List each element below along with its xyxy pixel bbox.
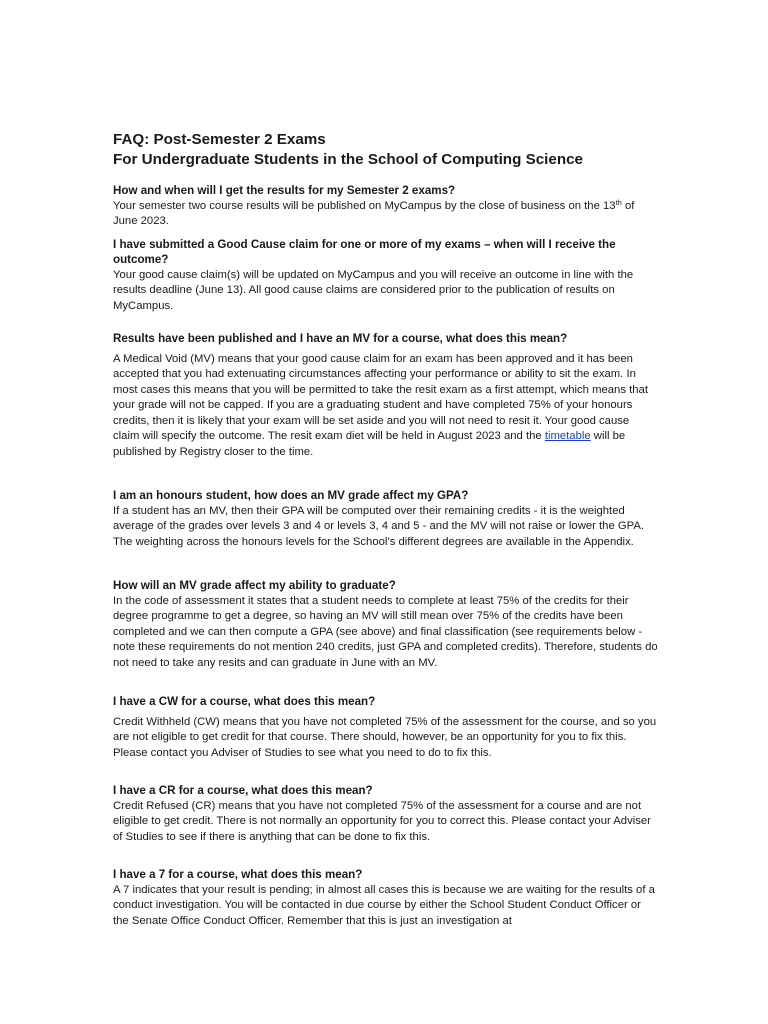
faq-question: Results have been published and I have an MV for a course, what does this mean? xyxy=(113,332,568,345)
faq-question: I am an honours student, how does an MV grade affect my GPA? xyxy=(113,489,469,502)
faq-section-grade-7 xyxy=(113,867,658,929)
faq-question: How will an MV grade affect my ability to graduate? xyxy=(113,579,396,592)
faq-section-mv-graduate xyxy=(113,578,658,671)
faq-answer: A Medical Void (MV) means that your good cause claim for an exam has been approved and it has been accepted that you had extenuating circumstances affecting your performance or ability to sit the exam. In most cases this means that you will be permitted to take the resit exam as a first attempt, which means that your grade will not be capped. If you are a graduating student and have completed 75% of your honours credits, then it is likely that your exam will be set aside and you will not need to resit it. Your good cause claim will specify the outcome. The resit exam diet will be held in August 2023 and the timetable will be published by Registry closer to the time. xyxy=(113,352,648,458)
faq-answer: Your good cause claim(s) will be updated on MyCampus and you will receive an outcome in line with the results deadline (June 13). All good cause claims are considered prior to the publication of results on MyCampus. xyxy=(113,268,634,312)
faq-question: I have a CR for a course, what does this mean? xyxy=(113,784,373,797)
faq-section-cw xyxy=(113,694,658,761)
faq-question: How and when will I get the results for my Semester 2 exams? xyxy=(113,184,456,197)
faq-question: I have a 7 for a course, what does this mean? xyxy=(113,868,363,881)
faq-answer: Credit Withheld (CW) means that you have not completed 75% of the assessment for the course, and so you are not eligible to get credit for that course. There should, however, be an opportunity for you to fix this. Please contact you Adviser of Studies to see what you need to do to fix this. xyxy=(113,715,657,759)
faq-answer: In the code of assessment it states that a student needs to complete at least 75% of the credits for their degree programme to get a degree, so having an MV will still mean over 75% of the credits have been completed and we can then compute a GPA (see above) and final classification (see requirements below - note these requirements do not mention 240 credits, just GPA and completed credits). Therefore, students do not need to take any resits and can graduate in June with an MV. xyxy=(113,594,658,669)
title-line-2: For Undergraduate Students in the School of Computing Science xyxy=(113,151,583,168)
faq-answer: If a student has an MV, then their GPA will be computed over their remaining credits - it is the weighted average of the grades over levels 3 and 4 or levels 3, 4 and 5 - and the MV will not raise or lower the GPA. The weighting across the honours levels for the School’s different degrees are available in the Appendix. xyxy=(113,504,645,548)
faq-question: I have submitted a Good Cause claim for one or more of my exams – when will I receive the outcome? xyxy=(113,237,616,266)
timetable-link[interactable]: timetable xyxy=(544,430,591,442)
faq-section-cr xyxy=(113,783,658,845)
superscript-th: th xyxy=(615,197,622,207)
faq-answer: Your semester two course results will be published on MyCampus by the close of business on the 13th of June 2023. xyxy=(113,197,635,227)
faq-question: I have a CW for a course, what does this mean? xyxy=(113,695,376,708)
faq-section-good-cause xyxy=(113,237,658,315)
faq-answer: A 7 indicates that your result is pending; in almost all cases this is because we are waiting for the results of a conduct investigation. You will be contacted in due course by either the School Student Conduct Officer or the Senate Office Conduct Officer. Remember that this is just an investigation at xyxy=(113,883,655,927)
faq-section-mv-gpa xyxy=(113,488,658,550)
title-line-1: FAQ: Post-Semester 2 Exams xyxy=(113,131,326,148)
document-title xyxy=(113,130,658,170)
faq-section-mv-meaning xyxy=(113,331,658,460)
faq-answer: Credit Refused (CR) means that you have not completed 75% of the assessment for a course and are not eligible to get credit. There is not normally an opportunity for you to correct this. Please contact your Adviser of Studies to see if there is anything that can be done to fix this. xyxy=(113,799,651,843)
faq-section-results xyxy=(113,183,658,230)
